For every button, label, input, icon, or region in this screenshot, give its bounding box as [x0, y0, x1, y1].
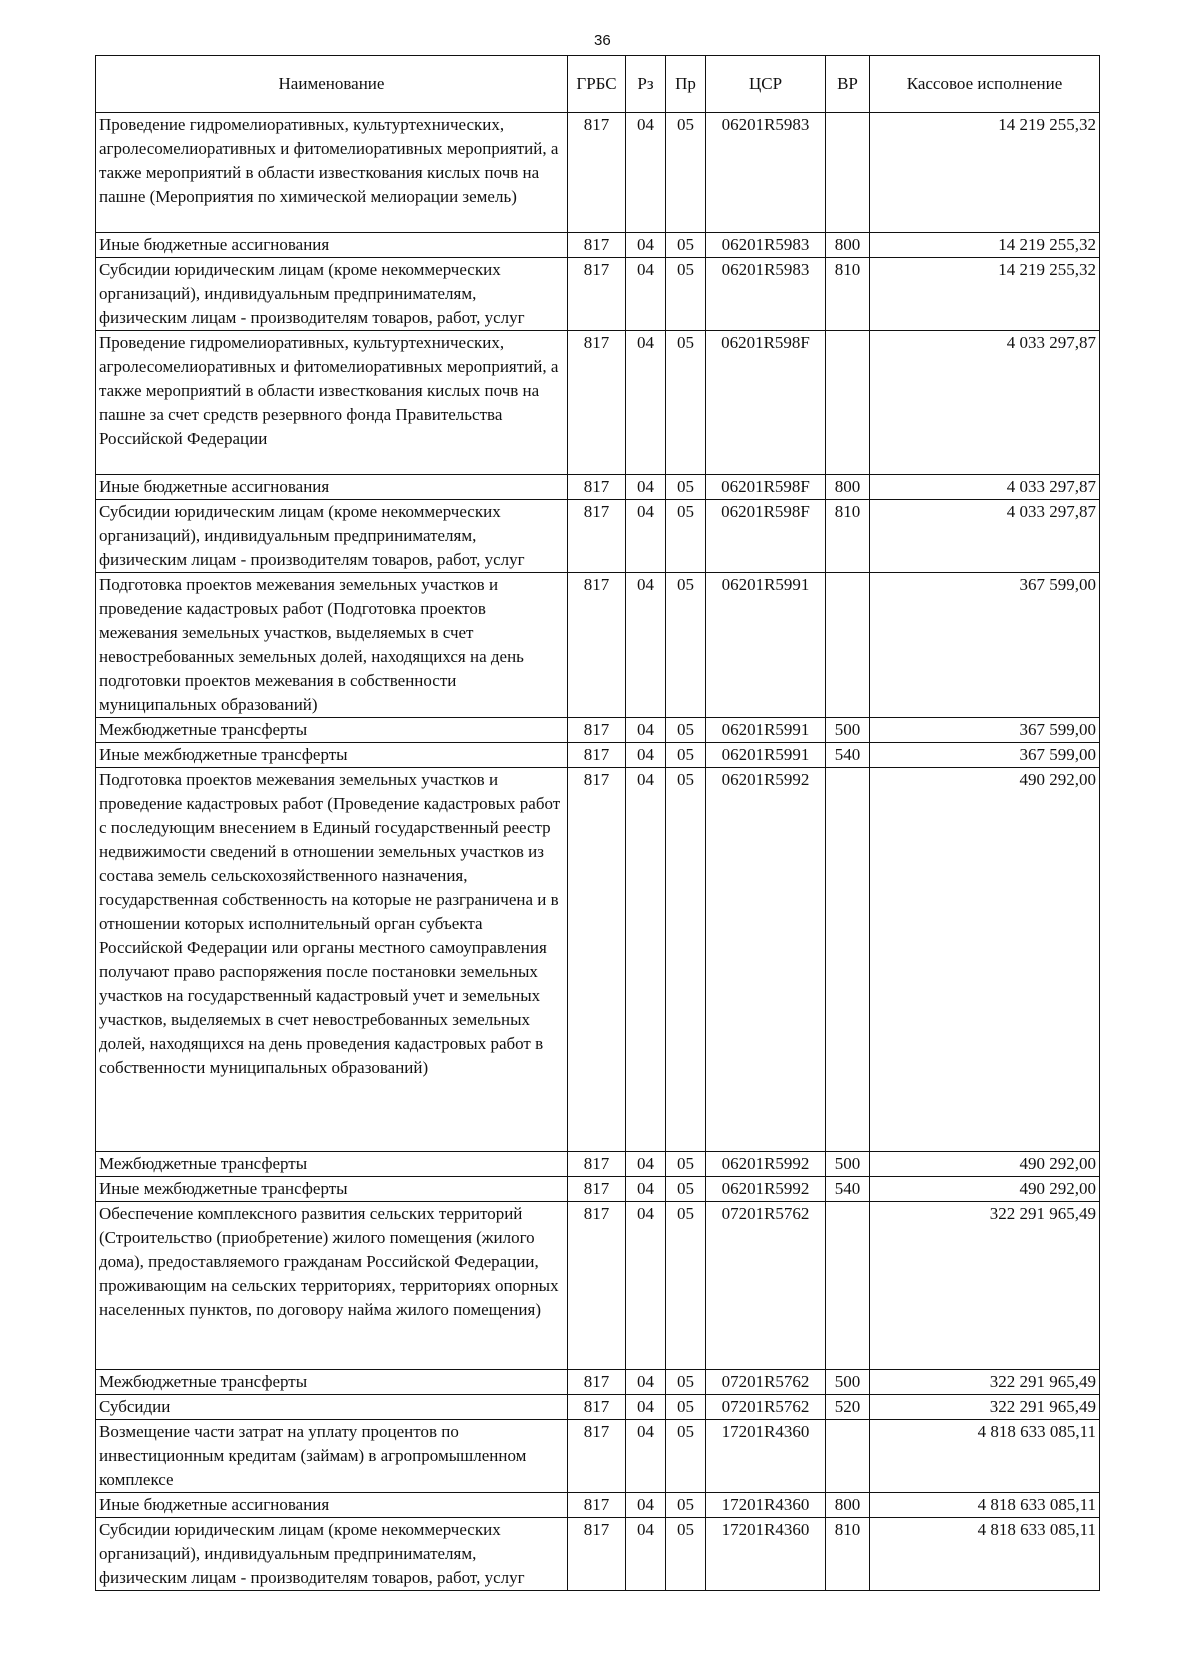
budget-table — [95, 55, 1100, 1591]
row-grbs: 817 — [568, 1177, 626, 1202]
row-vr — [826, 1420, 870, 1493]
row-vr: 500 — [826, 1152, 870, 1177]
row-rz: 04 — [626, 1395, 666, 1420]
row-amount: 367 599,00 — [870, 718, 1100, 743]
col-header-csr: ЦСР — [706, 56, 826, 113]
row-pr: 05 — [666, 1152, 706, 1177]
row-pr: 05 — [666, 1202, 706, 1370]
row-grbs: 817 — [568, 113, 626, 233]
row-name: Субсидии — [96, 1395, 568, 1420]
table-row — [96, 573, 1100, 718]
table-row — [96, 331, 1100, 475]
row-amount: 4 818 633 085,11 — [870, 1420, 1100, 1493]
table-body — [96, 113, 1100, 1591]
row-name: Проведение гидромелиоративных, культуртехнических, агролесомелиоративных и фитомелиоративных мероприятий, а также мероприятий в области известкования кислых почв на пашне (Мероприятия по химической мелиорации земель) — [96, 113, 568, 233]
row-grbs: 817 — [568, 1518, 626, 1591]
row-name: Межбюджетные трансферты — [96, 718, 568, 743]
row-csr: 06201R5991 — [706, 573, 826, 718]
row-amount: 367 599,00 — [870, 743, 1100, 768]
row-vr: 540 — [826, 1177, 870, 1202]
row-rz: 04 — [626, 1202, 666, 1370]
row-name: Иные бюджетные ассигнования — [96, 233, 568, 258]
row-pr: 05 — [666, 475, 706, 500]
table-row — [96, 1370, 1100, 1395]
row-name: Обеспечение комплексного развития сельских территорий (Строительство (приобретение) жилого помещения (жилого дома), предоставляемого гражданам Российской Федерации, проживающим на сельских территориях, территориях опорных населенных пунктов, по договору найма жилого помещения) — [96, 1202, 568, 1370]
table-row — [96, 1177, 1100, 1202]
row-csr: 06201R5983 — [706, 258, 826, 331]
row-amount: 322 291 965,49 — [870, 1395, 1100, 1420]
row-amount: 4 818 633 085,11 — [870, 1493, 1100, 1518]
row-rz: 04 — [626, 718, 666, 743]
table-row — [96, 475, 1100, 500]
row-amount: 490 292,00 — [870, 768, 1100, 1152]
row-csr: 06201R5983 — [706, 233, 826, 258]
row-csr: 17201R4360 — [706, 1420, 826, 1493]
row-grbs: 817 — [568, 1395, 626, 1420]
row-rz: 04 — [626, 500, 666, 573]
row-csr: 06201R5991 — [706, 743, 826, 768]
row-name: Иные бюджетные ассигнования — [96, 1493, 568, 1518]
row-pr: 05 — [666, 743, 706, 768]
row-csr: 07201R5762 — [706, 1202, 826, 1370]
row-grbs: 817 — [568, 573, 626, 718]
row-name: Межбюджетные трансферты — [96, 1370, 568, 1395]
row-vr — [826, 113, 870, 233]
row-grbs: 817 — [568, 1370, 626, 1395]
row-csr: 06201R5992 — [706, 768, 826, 1152]
row-amount: 14 219 255,32 — [870, 258, 1100, 331]
row-rz: 04 — [626, 743, 666, 768]
row-name: Иные межбюджетные трансферты — [96, 743, 568, 768]
row-pr: 05 — [666, 1370, 706, 1395]
row-pr: 05 — [666, 113, 706, 233]
row-name: Возмещение части затрат на уплату процентов по инвестиционным кредитам (займам) в агропромышленном комплексе — [96, 1420, 568, 1493]
row-pr: 05 — [666, 1395, 706, 1420]
row-csr: 06201R5991 — [706, 718, 826, 743]
table-row — [96, 768, 1100, 1152]
row-grbs: 817 — [568, 1202, 626, 1370]
row-amount: 4 033 297,87 — [870, 475, 1100, 500]
row-grbs: 817 — [568, 1152, 626, 1177]
row-rz: 04 — [626, 768, 666, 1152]
header-row — [96, 56, 1100, 113]
row-csr: 06201R598F — [706, 500, 826, 573]
row-csr: 06201R5992 — [706, 1152, 826, 1177]
row-pr: 05 — [666, 258, 706, 331]
row-rz: 04 — [626, 475, 666, 500]
row-amount: 14 219 255,32 — [870, 113, 1100, 233]
row-rz: 04 — [626, 258, 666, 331]
row-csr: 06201R5992 — [706, 1177, 826, 1202]
row-name: Субсидии юридическим лицам (кроме некоммерческих организаций), индивидуальным предпринимателям, физическим лицам - производителям товаров, работ, услуг — [96, 500, 568, 573]
row-grbs: 817 — [568, 475, 626, 500]
row-grbs: 817 — [568, 743, 626, 768]
table-row — [96, 233, 1100, 258]
row-vr — [826, 331, 870, 475]
page-number: 36 — [594, 32, 611, 49]
row-csr: 07201R5762 — [706, 1395, 826, 1420]
table-row — [96, 1202, 1100, 1370]
row-pr: 05 — [666, 1177, 706, 1202]
row-vr: 520 — [826, 1395, 870, 1420]
row-pr: 05 — [666, 331, 706, 475]
row-grbs: 817 — [568, 500, 626, 573]
row-rz: 04 — [626, 331, 666, 475]
row-pr: 05 — [666, 1493, 706, 1518]
row-pr: 05 — [666, 768, 706, 1152]
row-name: Иные межбюджетные трансферты — [96, 1177, 568, 1202]
row-grbs: 817 — [568, 768, 626, 1152]
row-csr: 17201R4360 — [706, 1493, 826, 1518]
row-name: Проведение гидромелиоративных, культуртехнических, агролесомелиоративных и фитомелиоративных мероприятий, а также мероприятий в области известкования кислых почв на пашне за счет средств резервного фонда Правительства Российской Федерации — [96, 331, 568, 475]
row-amount: 490 292,00 — [870, 1177, 1100, 1202]
row-amount: 322 291 965,49 — [870, 1370, 1100, 1395]
row-csr: 06201R598F — [706, 475, 826, 500]
row-name: Подготовка проектов межевания земельных участков и проведение кадастровых работ (Подготовка проектов межевания земельных участков, выделяемых в счет невостребованных земельных долей, находящихся на день подготовки проектов межевания в собственности муниципальных образований) — [96, 573, 568, 718]
row-grbs: 817 — [568, 1420, 626, 1493]
row-csr: 07201R5762 — [706, 1370, 826, 1395]
row-amount: 490 292,00 — [870, 1152, 1100, 1177]
row-pr: 05 — [666, 233, 706, 258]
row-name: Субсидии юридическим лицам (кроме некоммерческих организаций), индивидуальным предпринимателям, физическим лицам - производителям товаров, работ, услуг — [96, 258, 568, 331]
row-rz: 04 — [626, 1493, 666, 1518]
row-pr: 05 — [666, 718, 706, 743]
row-csr: 17201R4360 — [706, 1518, 826, 1591]
col-header-vr: ВР — [826, 56, 870, 113]
row-amount: 322 291 965,49 — [870, 1202, 1100, 1370]
row-amount: 4 033 297,87 — [870, 500, 1100, 573]
row-grbs: 817 — [568, 233, 626, 258]
row-grbs: 817 — [568, 258, 626, 331]
table-row — [96, 258, 1100, 331]
row-pr: 05 — [666, 1518, 706, 1591]
row-vr: 500 — [826, 1370, 870, 1395]
row-vr: 810 — [826, 1518, 870, 1591]
table-row — [96, 500, 1100, 573]
row-pr: 05 — [666, 500, 706, 573]
row-name: Подготовка проектов межевания земельных участков и проведение кадастровых работ (Проведение кадастровых работ с последующим внесением в Единый государственный реестр недвижимости сведений в отношении земельных участков из состава земель сельскохозяйственного назначения, государственная собственность на которые не разграничена и в отношении которых исполнительный орган субъекта Российской Федерации или органы местного самоуправления получают право распоряжения после постановки земельных участков на государственный кадастровый учет и земельных участков, выделяемых в счет невостребованных земельных долей, находящихся на день проведения кадастровых работ в собственности муниципальных образований) — [96, 768, 568, 1152]
table-row — [96, 743, 1100, 768]
col-header-amount: Кассовое исполнение — [870, 56, 1100, 113]
row-amount: 4 033 297,87 — [870, 331, 1100, 475]
row-name: Межбюджетные трансферты — [96, 1152, 568, 1177]
row-rz: 04 — [626, 1177, 666, 1202]
row-grbs: 817 — [568, 331, 626, 475]
row-rz: 04 — [626, 1420, 666, 1493]
table-row — [96, 1518, 1100, 1591]
row-rz: 04 — [626, 113, 666, 233]
col-header-pr: Пр — [666, 56, 706, 113]
table-row — [96, 1420, 1100, 1493]
row-vr: 540 — [826, 743, 870, 768]
row-name: Субсидии юридическим лицам (кроме некоммерческих организаций), индивидуальным предпринимателям, физическим лицам - производителям товаров, работ, услуг — [96, 1518, 568, 1591]
table-row — [96, 1395, 1100, 1420]
row-vr: 810 — [826, 500, 870, 573]
table-row — [96, 1493, 1100, 1518]
col-header-name: Наименование — [96, 56, 568, 113]
row-grbs: 817 — [568, 1493, 626, 1518]
row-vr: 500 — [826, 718, 870, 743]
row-vr: 810 — [826, 258, 870, 331]
col-header-rz: Рз — [626, 56, 666, 113]
table-row — [96, 113, 1100, 233]
row-amount: 14 219 255,32 — [870, 233, 1100, 258]
col-header-grbs: ГРБС — [568, 56, 626, 113]
row-name: Иные бюджетные ассигнования — [96, 475, 568, 500]
row-rz: 04 — [626, 1370, 666, 1395]
table-row — [96, 1152, 1100, 1177]
row-vr: 800 — [826, 1493, 870, 1518]
row-vr — [826, 1202, 870, 1370]
row-rz: 04 — [626, 233, 666, 258]
row-vr — [826, 573, 870, 718]
row-pr: 05 — [666, 573, 706, 718]
row-vr — [826, 768, 870, 1152]
row-pr: 05 — [666, 1420, 706, 1493]
row-rz: 04 — [626, 1152, 666, 1177]
row-grbs: 817 — [568, 718, 626, 743]
row-rz: 04 — [626, 1518, 666, 1591]
row-rz: 04 — [626, 573, 666, 718]
row-vr: 800 — [826, 233, 870, 258]
row-vr: 800 — [826, 475, 870, 500]
row-csr: 06201R5983 — [706, 113, 826, 233]
row-amount: 4 818 633 085,11 — [870, 1518, 1100, 1591]
table-row — [96, 718, 1100, 743]
row-csr: 06201R598F — [706, 331, 826, 475]
row-amount: 367 599,00 — [870, 573, 1100, 718]
